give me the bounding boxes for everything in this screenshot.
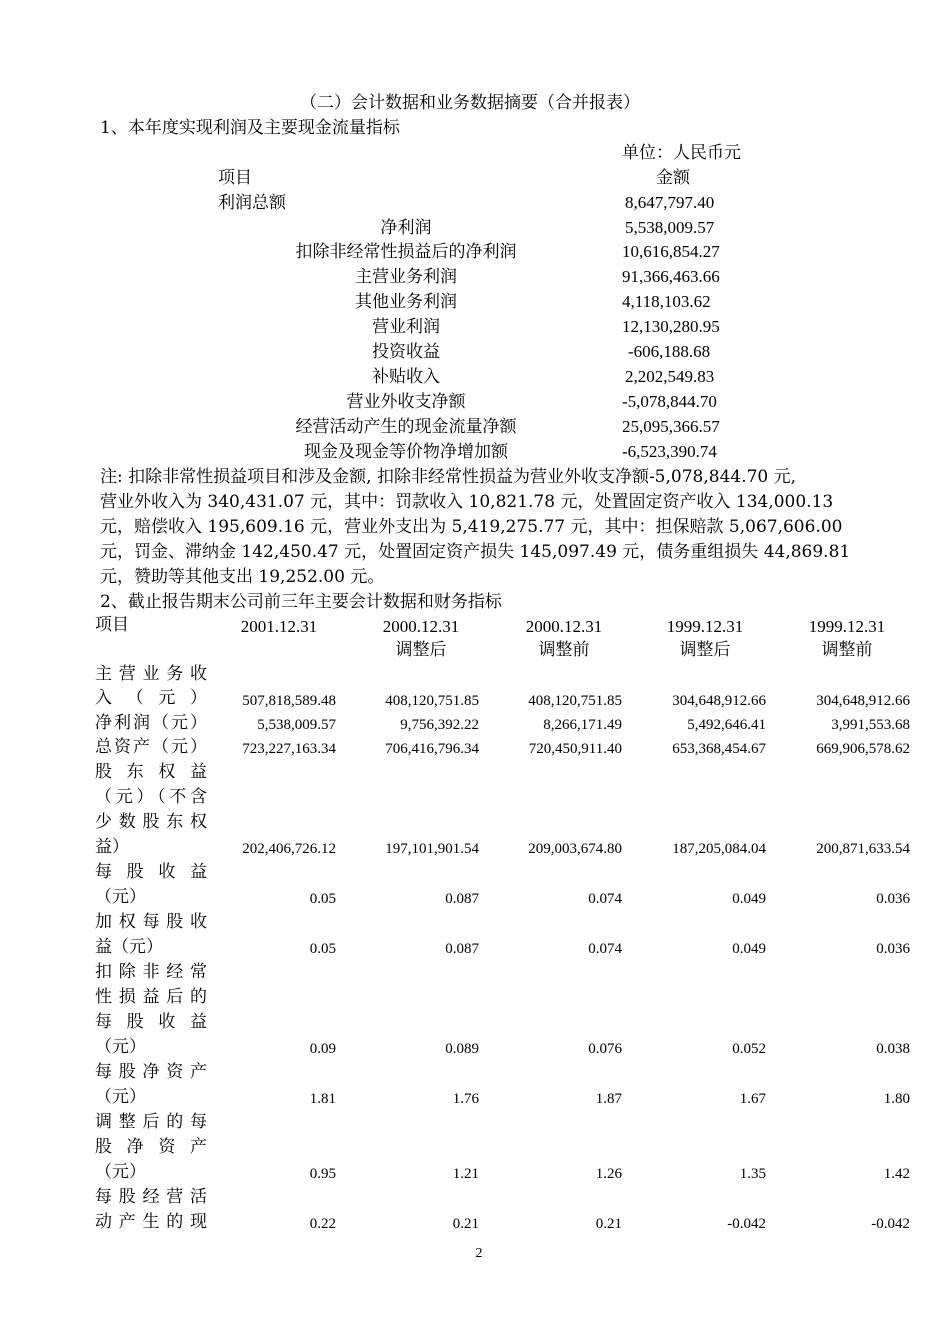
table-cell: 5,538,009.57 bbox=[257, 717, 336, 733]
profit-row-value: 10,616,854.27 bbox=[622, 242, 720, 261]
table-col-item-header: 项目 bbox=[95, 615, 129, 635]
table-cell: 720,450,911.40 bbox=[528, 741, 622, 757]
table-cell: -0.042 bbox=[871, 1216, 910, 1232]
table-cell: 209,003,674.80 bbox=[528, 841, 622, 857]
table-cell: 304,648,912.66 bbox=[672, 693, 766, 709]
table-cell: 0.049 bbox=[732, 941, 766, 957]
table-cell: 1.21 bbox=[452, 1166, 479, 1182]
part2-heading: 2、截止报告期末公司前三年主要会计数据和财务指标 bbox=[100, 592, 502, 612]
table-cell: 0.036 bbox=[876, 941, 910, 957]
table-cell: 200,871,633.54 bbox=[816, 841, 910, 857]
col-amount-header: 金额 bbox=[656, 168, 690, 188]
table-cell: 0.087 bbox=[445, 941, 479, 957]
part1-heading: 1、本年度实现利润及主要现金流量指标 bbox=[100, 118, 400, 138]
table-cell: 1.35 bbox=[739, 1166, 766, 1182]
profit-row-value: 2,202,549.83 bbox=[625, 367, 715, 386]
table-cell: 1.26 bbox=[595, 1166, 622, 1182]
table-cell: 0.22 bbox=[309, 1216, 336, 1232]
table-row-label: 总资产（元） bbox=[95, 737, 207, 757]
table-col-sub: 调整后 bbox=[395, 640, 447, 660]
profit-row-value: 25,095,366.57 bbox=[622, 417, 720, 436]
note-line: 元，罚金、滞纳金 142,450.47 元，处置固定资产损失 145,097.49 元，债务重组损失 44,869.81 bbox=[100, 542, 851, 562]
table-row-label: 加权每股收 bbox=[95, 912, 207, 932]
table-cell: 1.42 bbox=[883, 1166, 910, 1182]
table-cell: 706,416,796.34 bbox=[385, 741, 479, 757]
note-line: 注: 扣除非常性损益项目和涉及金额, 扣除非经常性损益为营业外收支净额-5,078,844.70 元, bbox=[100, 467, 797, 487]
unit-label: 单位：人民币元 bbox=[622, 143, 741, 163]
table-col-sub: 调整前 bbox=[821, 640, 873, 660]
profit-row-label: 利润总额 bbox=[218, 193, 286, 213]
table-cell: 187,205,084.04 bbox=[672, 841, 766, 857]
table-row-label: 股东权益 bbox=[95, 762, 207, 782]
table-row-label: 每股收益 bbox=[95, 1012, 207, 1032]
profit-row-label: 扣除非经常性损益后的净利润 bbox=[295, 242, 517, 262]
profit-row-value: -6,523,390.74 bbox=[622, 442, 717, 461]
profit-row-label: 经营活动产生的现金流量净额 bbox=[295, 417, 517, 437]
table-cell: 408,120,751.85 bbox=[528, 693, 622, 709]
table-cell: 5,492,646.41 bbox=[687, 717, 766, 733]
profit-row-value: 12,130,280.95 bbox=[622, 317, 720, 336]
note-line: 元，赔偿收入 195,609.16 元，营业外支出为 5,419,275.77 元，其中：担保赔款 5,067,606.00 bbox=[100, 517, 843, 537]
table-cell: 0.95 bbox=[309, 1166, 336, 1182]
table-row-label: 性损益后的 bbox=[95, 987, 207, 1007]
table-cell: 669,906,578.62 bbox=[816, 741, 910, 757]
page-number: 2 bbox=[475, 1246, 483, 1261]
table-row-label: （元） bbox=[95, 887, 146, 907]
table-row-label: 动产生的现 bbox=[95, 1212, 207, 1232]
table-cell: 0.074 bbox=[588, 941, 622, 957]
table-cell: 507,818,589.48 bbox=[242, 693, 336, 709]
table-cell: 0.038 bbox=[876, 1041, 910, 1057]
profit-row-label: 其他业务利润 bbox=[355, 292, 457, 312]
table-row-label: （元）（不含 bbox=[95, 787, 207, 807]
table-cell: 0.036 bbox=[876, 891, 910, 907]
profit-row-label: 现金及现金等价物净增加额 bbox=[304, 442, 508, 462]
table-row-label: 股净资产 bbox=[95, 1137, 207, 1157]
table-col-date: 1999.12.31 bbox=[808, 617, 886, 636]
table-row-label: 益） bbox=[95, 837, 129, 857]
note-line: 元，赞助等其他支出 19,252.00 元。 bbox=[100, 567, 385, 587]
profit-row-value: 91,366,463.66 bbox=[622, 267, 720, 286]
table-row-label: 主营业务收 bbox=[95, 664, 207, 684]
table-cell: 1.67 bbox=[739, 1091, 766, 1107]
table-cell: 0.074 bbox=[588, 891, 622, 907]
table-col-date: 2000.12.31 bbox=[382, 617, 460, 636]
table-cell: 0.052 bbox=[732, 1041, 766, 1057]
profit-row-value: 5,538,009.57 bbox=[625, 218, 715, 237]
table-cell: 8,266,171.49 bbox=[543, 717, 622, 733]
profit-row-label: 营业利润 bbox=[372, 317, 440, 337]
table-cell: 0.049 bbox=[732, 891, 766, 907]
table-row-label: 扣除非经常 bbox=[95, 962, 207, 982]
profit-row-value: -606,188.68 bbox=[628, 342, 711, 361]
table-row-label: 每股收益 bbox=[95, 862, 207, 882]
note-line: 营业外收入为 340,431.07 元，其中：罚款收入 10,821.78 元，处置固定资产收入 134,000.13 bbox=[100, 492, 834, 512]
table-col-date: 1999.12.31 bbox=[666, 617, 744, 636]
section-title: （二）会计数据和业务数据摘要（合并报表） bbox=[300, 93, 640, 113]
table-col-sub: 调整后 bbox=[679, 640, 731, 660]
table-cell: 0.087 bbox=[445, 891, 479, 907]
table-cell: 0.09 bbox=[309, 1041, 336, 1057]
profit-row-value: 8,647,797.40 bbox=[625, 193, 715, 212]
table-row-label: 调整后的每 bbox=[95, 1112, 207, 1132]
table-cell: 202,406,726.12 bbox=[242, 841, 336, 857]
table-row-label: 每股净资产 bbox=[95, 1062, 207, 1082]
table-row-label: （元） bbox=[95, 1087, 146, 1107]
table-row-label: （元） bbox=[95, 1162, 146, 1182]
table-col-sub: 调整前 bbox=[538, 640, 590, 660]
table-cell: -0.042 bbox=[727, 1216, 766, 1232]
table-cell: 0.21 bbox=[452, 1216, 479, 1232]
table-col-date: 2000.12.31 bbox=[525, 617, 603, 636]
table-cell: 0.076 bbox=[588, 1041, 622, 1057]
table-cell: 1.76 bbox=[452, 1091, 479, 1107]
table-cell: 0.089 bbox=[445, 1041, 479, 1057]
table-cell: 1.81 bbox=[309, 1091, 336, 1107]
profit-row-label: 投资收益 bbox=[372, 342, 440, 362]
table-row-label: 少数股东权 bbox=[95, 812, 207, 832]
profit-row-value: 4,118,103.62 bbox=[622, 292, 711, 311]
profit-row-label: 补贴收入 bbox=[372, 367, 440, 387]
profit-row-label: 净利润 bbox=[380, 218, 432, 238]
table-col-date: 2001.12.31 bbox=[240, 617, 318, 636]
table-cell: 0.05 bbox=[309, 891, 336, 907]
table-cell: 653,368,454.67 bbox=[672, 741, 766, 757]
table-cell: 0.21 bbox=[595, 1216, 622, 1232]
table-row-label: （元） bbox=[95, 1037, 146, 1057]
table-cell: 1.80 bbox=[883, 1091, 910, 1107]
table-cell: 304,648,912.66 bbox=[816, 693, 910, 709]
table-row-label: 入（元） bbox=[95, 688, 207, 708]
table-row-label: 益（元） bbox=[95, 937, 163, 957]
profit-row-label: 营业外收支净额 bbox=[346, 392, 466, 412]
table-cell: 1.87 bbox=[595, 1091, 622, 1107]
table-cell: 9,756,392.22 bbox=[400, 717, 479, 733]
table-cell: 723,227,163.34 bbox=[242, 741, 336, 757]
col-item-header: 项目 bbox=[218, 168, 252, 188]
table-row-label: 每股经营活 bbox=[95, 1187, 207, 1207]
profit-row-value: -5,078,844.70 bbox=[622, 392, 717, 411]
table-cell: 197,101,901.54 bbox=[385, 841, 479, 857]
table-cell: 3,991,553.68 bbox=[831, 717, 910, 733]
table-cell: 0.05 bbox=[309, 941, 336, 957]
table-row-label: 净利润（元） bbox=[95, 713, 207, 733]
table-cell: 408,120,751.85 bbox=[385, 693, 479, 709]
profit-row-label: 主营业务利润 bbox=[355, 267, 457, 287]
